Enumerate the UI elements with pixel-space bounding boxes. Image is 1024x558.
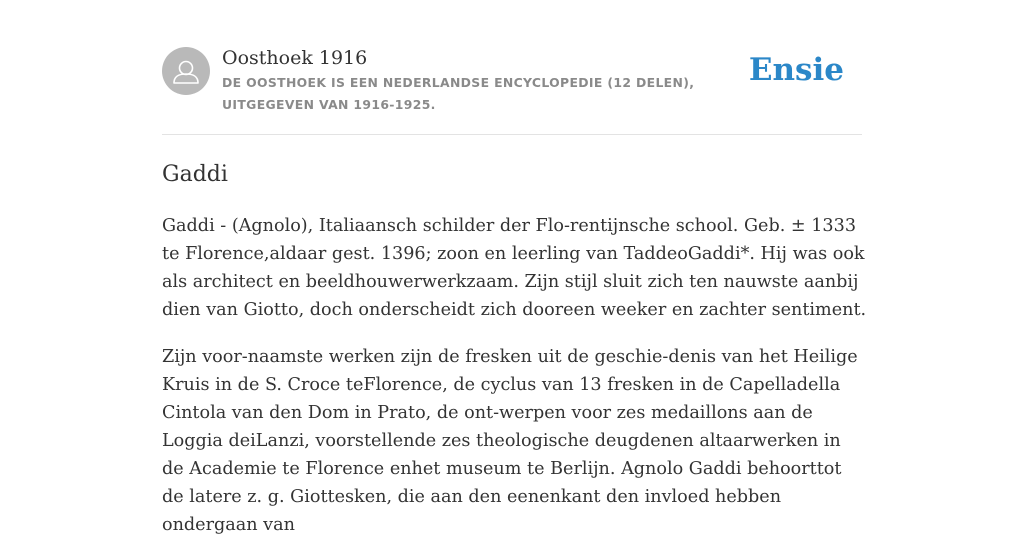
source-description: DE OOSTHOEK IS EEN NEDERLANDSE ENCYCLOPEDIE (12 DELEN), UITGEGEVEN VAN 1916-1925. xyxy=(222,75,695,112)
page-container xyxy=(162,0,867,535)
ensie-logo[interactable]: Ensie xyxy=(748,52,844,88)
user-icon xyxy=(162,47,210,95)
article-title: Gaddi xyxy=(162,162,228,187)
source-avatar[interactable] xyxy=(162,47,210,95)
article-paragraph: Zijn voor-naamste werken zijn de fresken uit de geschie-denis van het Heilige Kruis in de S. Croce teFlorence, de cyclus van 13 fresken in de Capelladella Cintola van den Dom in Prato, de ont-werpen voor zes medaillons aan de Loggia deiLanzi, voorstellende zes theologische deugdenen altaarwerken in de Academie te Florence enhet museum te Berlijn. Agnolo Gaddi behoorttot de latere z. g. Giottesken, die aan den eenenkant den invloed hebben ondergaan van xyxy=(162,347,858,535)
article-paragraph: Gaddi - (Agnolo), Italiaansch schilder der Flo-rentijnsche school. Geb. ± 1333 te Florence,aldaar gest. 1396; zoon en leerling van TaddeoGaddi*. Hij was ook als architect en beeldhouwerwerkzaam. Zijn stijl sluit zich ten nauwste aanbij dien van Giotto, doch onderscheidt zich dooreen weeker en zachter sentiment. xyxy=(162,216,867,320)
source-title[interactable]: Oosthoek 1916 xyxy=(222,47,368,69)
source-header xyxy=(162,0,862,135)
article-body xyxy=(162,212,867,558)
